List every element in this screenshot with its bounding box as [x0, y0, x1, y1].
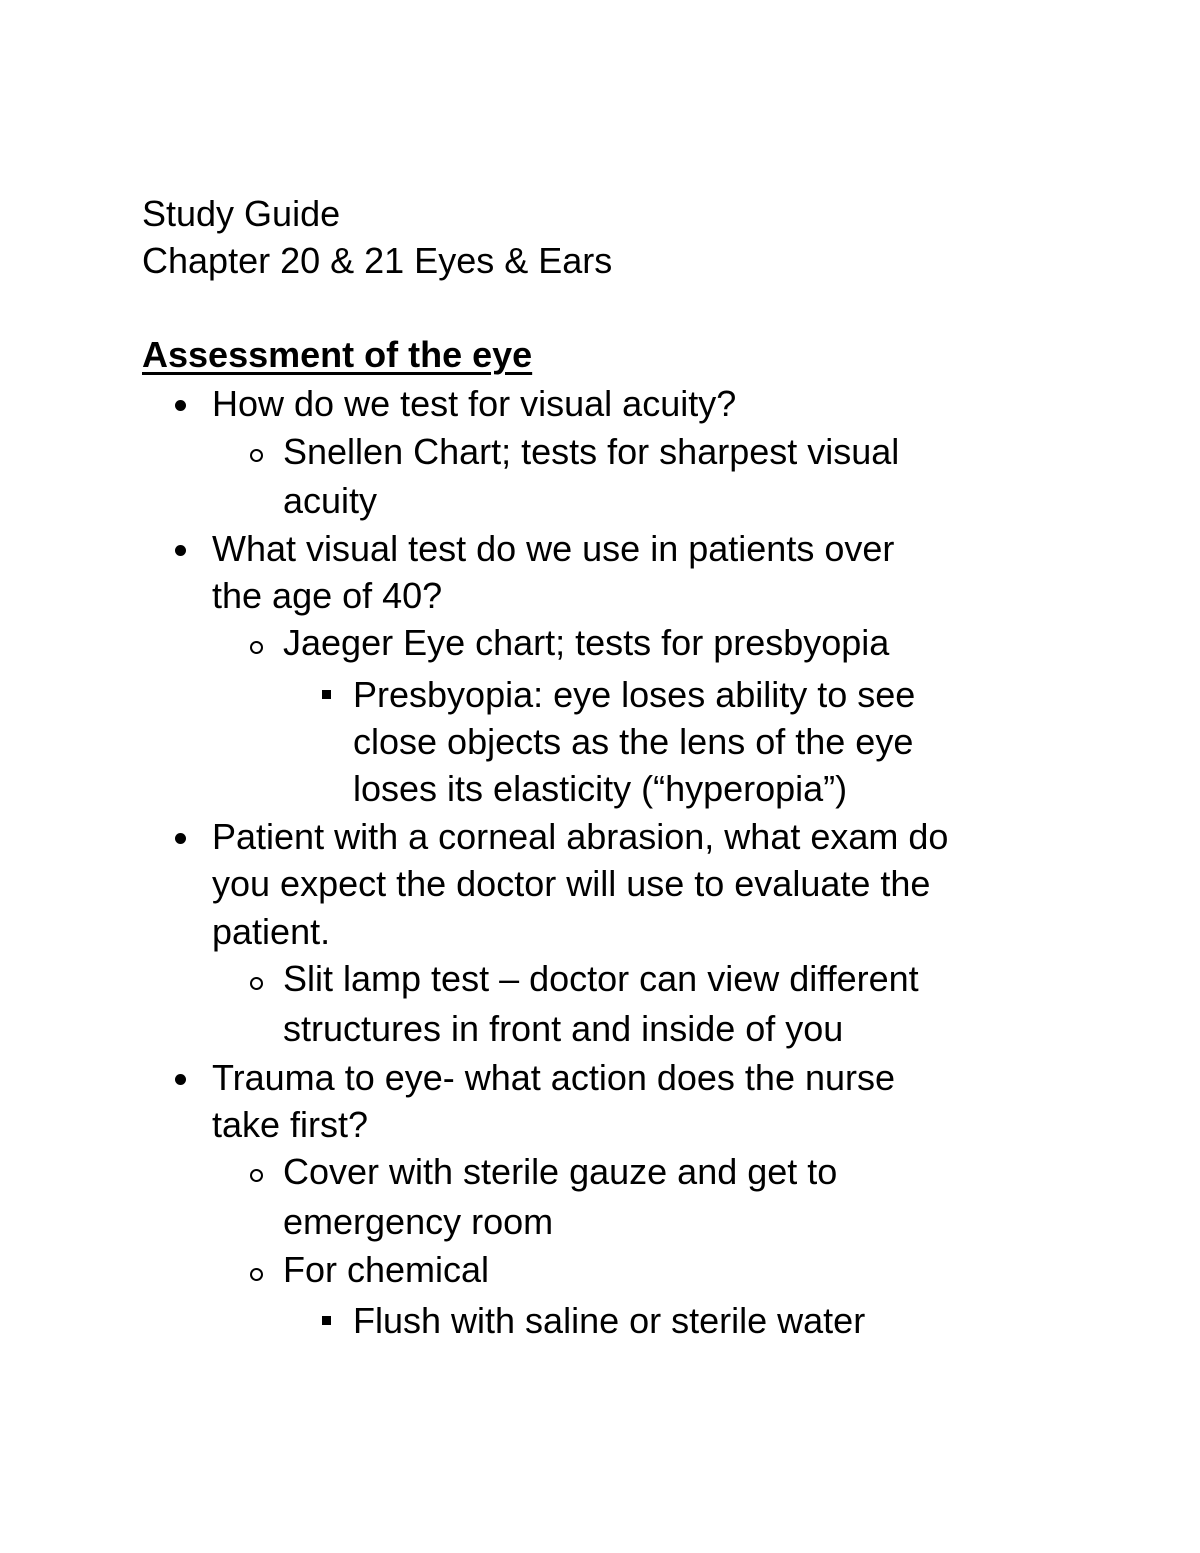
question-corneal-abrasion-line2: you expect the doctor will use to evaluate the: [212, 863, 931, 904]
answer-sterile-gauze-line1: Cover with sterile gauze and get to: [283, 1151, 838, 1192]
bullet-circle-icon: [250, 1268, 263, 1281]
question-over-40-line1: What visual test do we use in patients over: [212, 528, 895, 569]
bullet-dot-icon: [175, 1074, 186, 1085]
answer-sterile-gauze-line2: emergency room: [283, 1201, 554, 1242]
presbyopia-definition-line3: loses its elasticity (“hyperopia”): [353, 768, 848, 809]
answer-slit-lamp-line1: Slit lamp test – doctor can view different: [283, 958, 919, 999]
answer-slit-lamp-line2: structures in front and inside of you: [283, 1008, 844, 1049]
bullet-circle-icon: [250, 449, 263, 462]
bullet-circle-icon: [250, 977, 263, 990]
answer-snellen-line2: acuity: [283, 480, 378, 521]
question-trauma-line1: Trauma to eye- what action does the nurse: [212, 1057, 896, 1098]
presbyopia-definition-line2: close objects as the lens of the eye: [353, 721, 914, 762]
document-subtitle: Chapter 20 & 21 Eyes & Ears: [142, 240, 613, 281]
bullet-square-icon: [322, 1316, 331, 1325]
document-title: Study Guide: [142, 193, 341, 234]
bullet-dot-icon: [175, 545, 186, 556]
question-over-40-line2: the age of 40?: [212, 575, 443, 616]
bullet-dot-icon: [175, 400, 186, 411]
bullet-square-icon: [322, 690, 331, 699]
bullet-circle-icon: [250, 1169, 263, 1182]
answer-chemical: For chemical: [283, 1249, 490, 1290]
section-heading: Assessment of the eye: [142, 334, 533, 375]
bullet-dot-icon: [175, 833, 186, 844]
answer-flush-saline: Flush with saline or sterile water: [353, 1300, 866, 1341]
bullet-circle-icon: [250, 641, 263, 654]
question-corneal-abrasion-line3: patient.: [212, 911, 331, 952]
presbyopia-definition-line1: Presbyopia: eye loses ability to see: [353, 674, 916, 715]
answer-jaeger: Jaeger Eye chart; tests for presbyopia: [283, 622, 890, 663]
answer-snellen-line1: Snellen Chart; tests for sharpest visual: [283, 431, 900, 472]
question-corneal-abrasion-line1: Patient with a corneal abrasion, what exam do: [212, 816, 949, 857]
question-visual-acuity: How do we test for visual acuity?: [212, 383, 737, 424]
question-trauma-line2: take first?: [212, 1104, 369, 1145]
